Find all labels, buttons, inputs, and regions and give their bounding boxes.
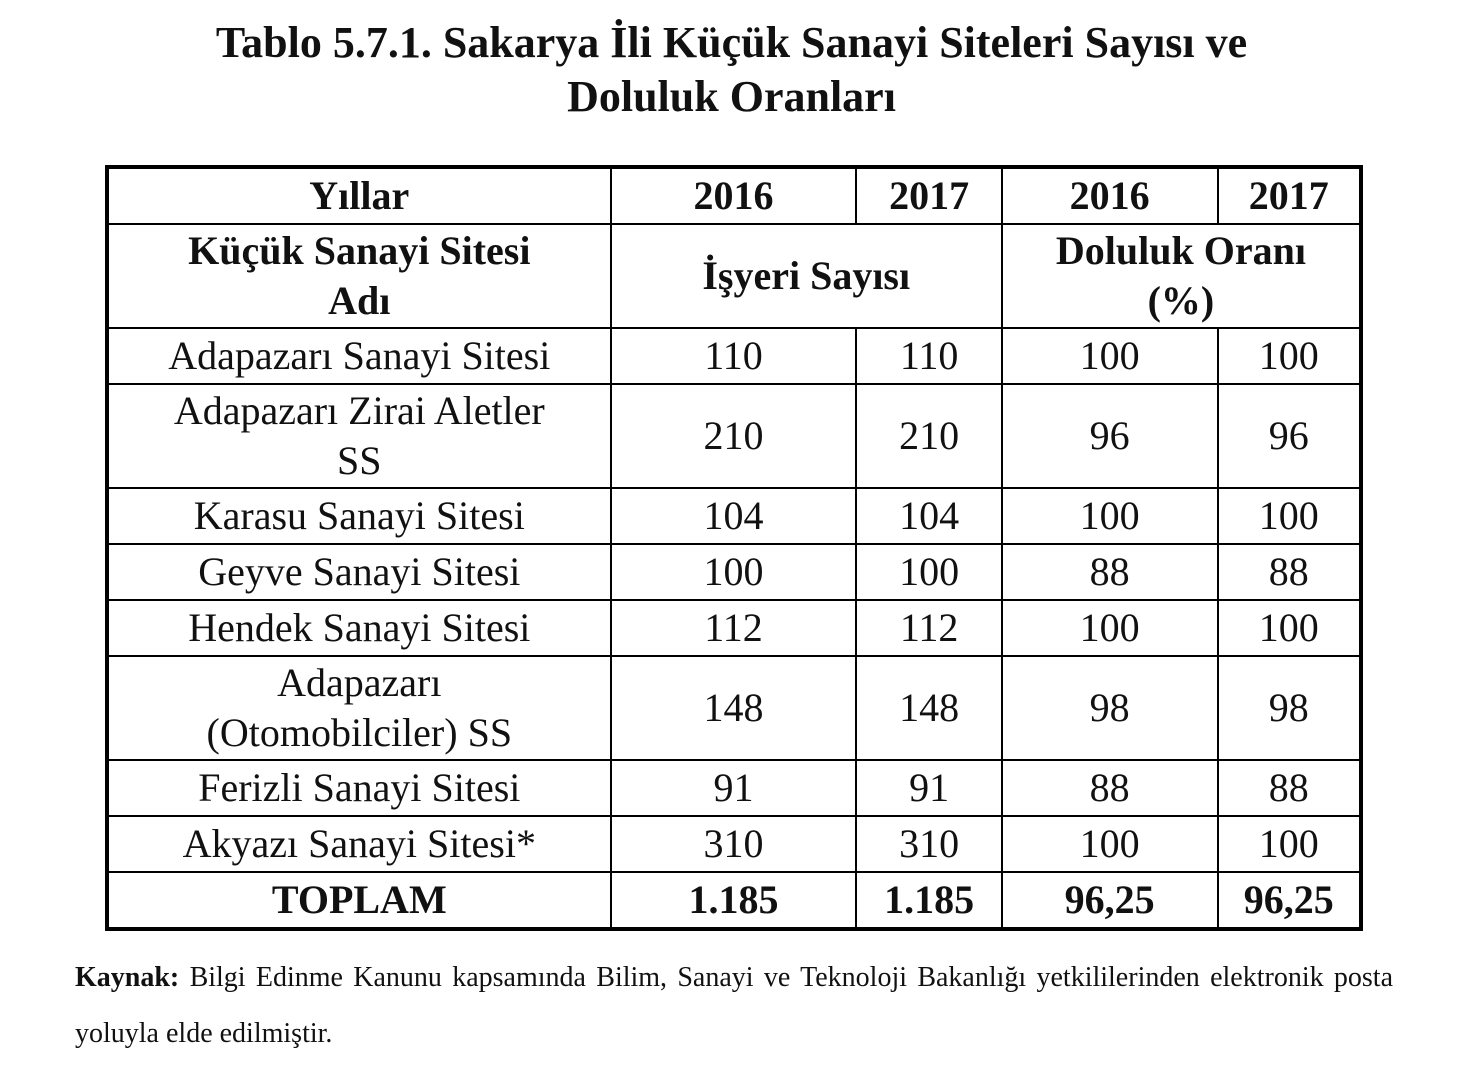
site-name-line1: Adapazarı Zirai Aletler bbox=[173, 388, 545, 433]
occupancy-2016-cell: 100 bbox=[1002, 816, 1218, 872]
site-name-cell bbox=[107, 816, 611, 872]
occupancy-2017-cell: 98 bbox=[1218, 656, 1361, 760]
header-occupancy-line1: Doluluk Oranı bbox=[1055, 228, 1306, 273]
workplace-2016-cell: 112 bbox=[611, 600, 857, 656]
occupancy-2017-cell: 96 bbox=[1218, 384, 1361, 488]
total-occupancy-2016: 96,25 bbox=[1002, 872, 1218, 929]
table-row bbox=[107, 760, 1361, 816]
site-name-line1: Geyve Sanayi Sitesi bbox=[198, 549, 521, 594]
workplace-2017-cell: 110 bbox=[856, 328, 1001, 384]
header-year-workplace-2017: 2017 bbox=[856, 167, 1001, 224]
header-row-names bbox=[107, 224, 1361, 328]
workplace-2017-cell: 91 bbox=[856, 760, 1001, 816]
header-year-workplace-2016: 2016 bbox=[611, 167, 857, 224]
occupancy-2016-cell: 88 bbox=[1002, 760, 1218, 816]
site-name-cell bbox=[107, 488, 611, 544]
occupancy-2017-cell: 100 bbox=[1218, 816, 1361, 872]
header-year-occupancy-2017: 2017 bbox=[1218, 167, 1361, 224]
table-title-line1: Tablo 5.7.1. Sakarya İli Küçük Sanayi Siteleri Sayısı ve bbox=[215, 18, 1248, 67]
total-occupancy-2017: 96,25 bbox=[1218, 872, 1361, 929]
table-row bbox=[107, 544, 1361, 600]
workplace-2016-cell: 91 bbox=[611, 760, 857, 816]
occupancy-2017-cell: 88 bbox=[1218, 760, 1361, 816]
source-label: Kaynak: bbox=[75, 962, 180, 993]
occupancy-2016-cell: 100 bbox=[1002, 328, 1218, 384]
table-row bbox=[107, 600, 1361, 656]
site-occupancy-table bbox=[105, 165, 1363, 931]
table-title-line2: Doluluk Oranları bbox=[567, 72, 896, 121]
occupancy-2016-cell: 100 bbox=[1002, 488, 1218, 544]
header-site-name-line1: Küçük Sanayi Sitesi bbox=[188, 228, 531, 273]
table-title bbox=[0, 16, 1463, 124]
workplace-2017-cell: 148 bbox=[856, 656, 1001, 760]
site-name-cell bbox=[107, 600, 611, 656]
site-name-cell bbox=[107, 328, 611, 384]
total-workplace-2016: 1.185 bbox=[611, 872, 857, 929]
site-name-cell bbox=[107, 656, 611, 760]
occupancy-2016-cell: 96 bbox=[1002, 384, 1218, 488]
site-name-line1: Karasu Sanayi Sitesi bbox=[193, 493, 525, 538]
workplace-2016-cell: 110 bbox=[611, 328, 857, 384]
total-row bbox=[107, 872, 1361, 929]
workplace-2017-cell: 310 bbox=[856, 816, 1001, 872]
site-name-line2: (Otomobilciler) SS bbox=[206, 710, 513, 755]
site-name-cell bbox=[107, 760, 611, 816]
header-workplace-count: İşyeri Sayısı bbox=[611, 224, 1002, 328]
table-row bbox=[107, 328, 1361, 384]
header-occupancy-rate bbox=[1002, 224, 1361, 328]
occupancy-2016-cell: 88 bbox=[1002, 544, 1218, 600]
source-note bbox=[75, 950, 1393, 1062]
site-name-line1: Ferizli Sanayi Sitesi bbox=[198, 765, 521, 810]
table-row bbox=[107, 384, 1361, 488]
workplace-2016-cell: 148 bbox=[611, 656, 857, 760]
total-label: TOPLAM bbox=[107, 872, 611, 929]
header-site-name-line2: Adı bbox=[328, 278, 391, 323]
workplace-2017-cell: 112 bbox=[856, 600, 1001, 656]
occupancy-2017-cell: 100 bbox=[1218, 488, 1361, 544]
workplace-2017-cell: 210 bbox=[856, 384, 1001, 488]
site-name-line1: Adapazarı Sanayi Sitesi bbox=[168, 333, 551, 378]
site-name-cell bbox=[107, 544, 611, 600]
source-text: Bilgi Edinme Kanunu kapsamında Bilim, Sanayi ve Teknoloji Bakanlığı yetkililerinden elektronik posta yoluyla elde edilmiştir. bbox=[75, 962, 1393, 1049]
workplace-2017-cell: 100 bbox=[856, 544, 1001, 600]
occupancy-2017-cell: 100 bbox=[1218, 328, 1361, 384]
occupancy-2016-cell: 98 bbox=[1002, 656, 1218, 760]
table-row bbox=[107, 488, 1361, 544]
site-name-line2: SS bbox=[337, 438, 382, 483]
site-name-line1: Hendek Sanayi Sitesi bbox=[188, 605, 531, 650]
table-row bbox=[107, 816, 1361, 872]
workplace-2016-cell: 100 bbox=[611, 544, 857, 600]
header-occupancy-line2: (%) bbox=[1147, 278, 1215, 323]
occupancy-2017-cell: 100 bbox=[1218, 600, 1361, 656]
site-name-cell bbox=[107, 384, 611, 488]
occupancy-2017-cell: 88 bbox=[1218, 544, 1361, 600]
workplace-2017-cell: 104 bbox=[856, 488, 1001, 544]
site-name-line1: Adapazarı bbox=[277, 660, 442, 705]
workplace-2016-cell: 104 bbox=[611, 488, 857, 544]
site-name-line1: Akyazı Sanayi Sitesi* bbox=[182, 821, 536, 866]
table-row bbox=[107, 656, 1361, 760]
header-year-occupancy-2016: 2016 bbox=[1002, 167, 1218, 224]
header-row-years bbox=[107, 167, 1361, 224]
total-workplace-2017: 1.185 bbox=[856, 872, 1001, 929]
header-years-label: Yıllar bbox=[107, 167, 611, 224]
header-site-name bbox=[107, 224, 611, 328]
occupancy-2016-cell: 100 bbox=[1002, 600, 1218, 656]
workplace-2016-cell: 310 bbox=[611, 816, 857, 872]
workplace-2016-cell: 210 bbox=[611, 384, 857, 488]
